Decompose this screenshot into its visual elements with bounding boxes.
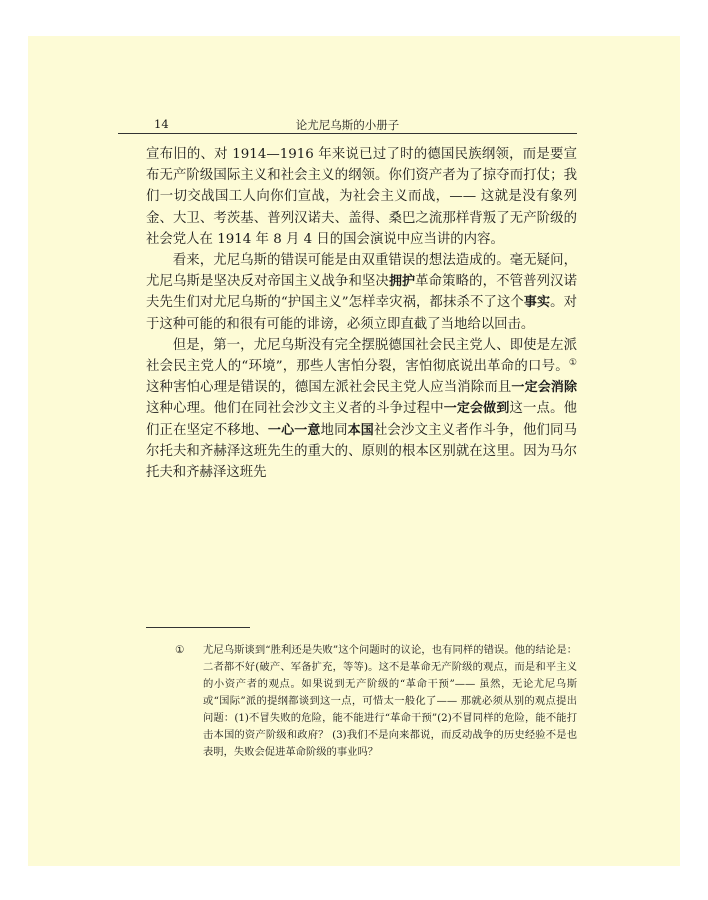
footnote-reference: ①: [568, 358, 577, 369]
text-run: 这种心理。他们在同社会沙文主义者的斗争过程中: [146, 401, 444, 417]
emphasized-text: 事实: [523, 295, 551, 311]
running-title: 论尤尼乌斯的小册子: [295, 118, 400, 132]
paragraph: [146, 250, 577, 335]
text-run: 宣布旧的、对 1914—1916 年来说已过了时的德国民族纲领，而是要宣布无产阶级国际主义和社会主义的纲领。你们资产者为了掠夺而打仗；我们一切交战国工人向你们宣战，为社会主义而战，—— 这就是没有象列金、大卫、考茨基、普列汉诺夫、盖得、桑巴之流那样背叛了无产阶级的社会党人在 1914 年 8 月 4 日的国会演说中应当讲的内容。: [146, 147, 577, 247]
footnote: [175, 642, 577, 761]
main-text: [146, 144, 577, 483]
text-run: 但是，第一，尤尼乌斯没有完全摆脱德国社会民主党人、即使是左派社会民主党人的“环境”，那些人害怕分裂，害怕彻底说出革命的口号。: [146, 337, 577, 375]
text-run: 这种害怕心理是错误的，德国左派社会民主党人应当消除而且: [146, 380, 512, 396]
emphasized-text: 一定会做到: [443, 401, 510, 417]
footnote-marker: ①: [175, 644, 185, 656]
footnote-separator: [146, 627, 250, 628]
footnote-text: 尤尼乌斯谈到“胜利还是失败”这个问题时的议论，也有同样的错误。他的结论是：二者都不好(破产、军备扩充，等等)。这不是革命无产阶级的观点，而是和平主义的小资产者的观点。如果说到无产阶级的“革命干预”—— 虽然，无论尤尼乌斯或“国际”派的提纲都谈到这一点，可惜太一般化了—— 那就必须从别的观点提出问题：(1)不冒失败的危险，能不能进行“革命干预”(2)不冒同样的危险，能不能打击本国的资产阶级和政府？ (3)我们不是向来都说，而反动战争的历史经验不是也表明，失败会促进革命阶级的事业吗？: [203, 644, 577, 758]
emphasized-text: 本国: [347, 422, 374, 438]
text-run: 地同: [320, 422, 348, 438]
text-run: 这一点。他们正在坚定不移地、: [146, 401, 577, 438]
text-run: 看来，尤尼乌斯的错误可能是由双重错误的想法造成的。毫无疑问，尤尼乌斯是坚决反对帝国主义战争和坚决: [146, 253, 577, 290]
emphasized-text: 一心一意: [267, 422, 321, 438]
text-run: 革命策略的，不管普列汉诺夫先生们对尤尼乌斯的“护国主义”怎样幸灾祸，都抹杀不了这个: [146, 274, 578, 311]
page-number: 14: [154, 117, 169, 131]
emphasized-text: 一定会消除: [511, 380, 577, 396]
text-run: 社会沙文主义者作斗争，他们同马尔托夫和齐赫泽这班先生的重大的、原则的根本区别就在这里。因为马尔托夫和齐赫泽这班先: [146, 422, 577, 481]
paragraph: [146, 335, 577, 483]
text-run: 。对于这种可能的和很有可能的诽谤，必须立即直截了当地给以回击。: [146, 295, 577, 332]
running-header: [118, 113, 577, 134]
emphasized-text: 拥护: [388, 274, 416, 290]
paragraph: [146, 144, 577, 250]
